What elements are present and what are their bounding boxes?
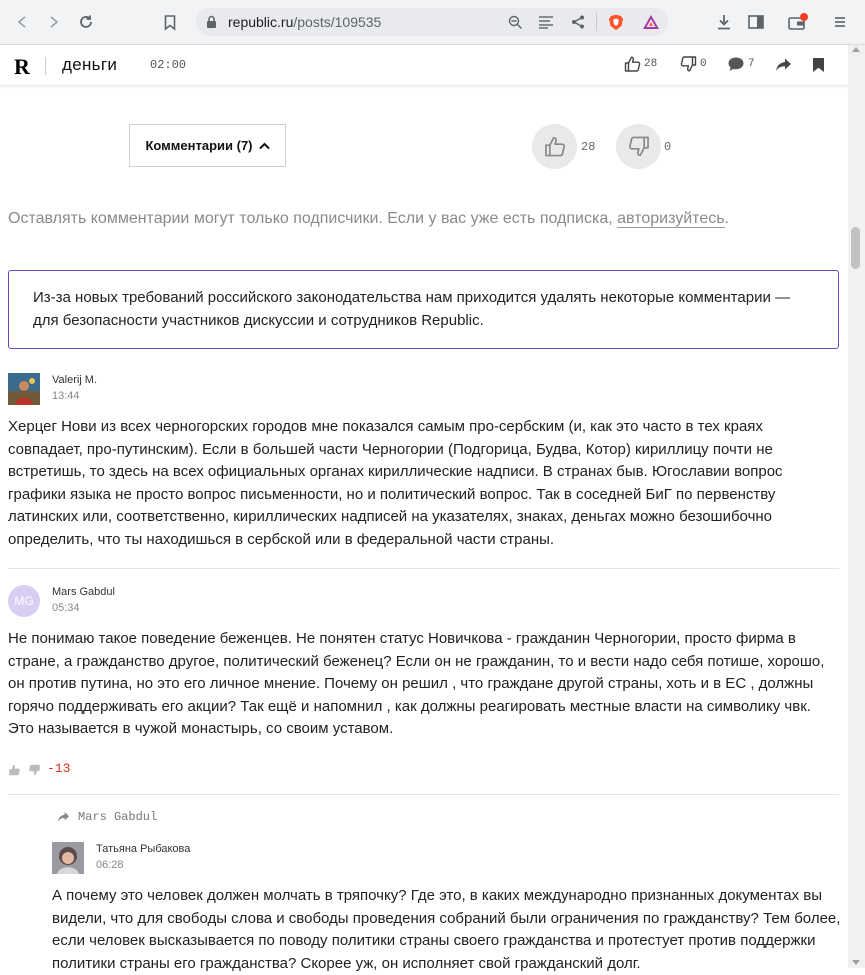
comment-time: 06:28: [96, 859, 124, 871]
comment-text: Не понимаю такое поведение беженцев. Не понятен статус Новичкова - гражданин Черногории, просто фирма в стране, а гражданство другое, политический беженец? Если он не гражданин, то и вести надо себя потише, хорошо, он против путина, но это его личное мнение. Почему он решил , что граждане другой страны, хоть и в ЕС , должны горячо поддерживать его акции? Так ещё и напомнил , как должны реагировать местные власти на символику чвк. Это называется в чужой монастырь, со своим уставом.: [8, 630, 825, 738]
moderation-notice-box: [8, 270, 839, 349]
comment-text: А почему это человек должен молчать в тряпочку? Где это, в каких международно признанных документах вы видели, что для свободы слова и свободы проведения собраний были ограничения по гражданству? Тем более, если человек высказывается по поводу политики страны своего гражданства и протестует против поддержки политики страны его гражданства? Скорее уж, он исполняет свой гражданский долг.: [52, 887, 841, 972]
page-scrollbar[interactable]: [848, 45, 865, 968]
thumbs-down-icon: [680, 56, 697, 72]
forward-icon[interactable]: [44, 12, 64, 32]
thumbs-up-icon: [624, 56, 641, 72]
comment-author[interactable]: Татьяна Рыбакова: [96, 843, 191, 855]
wallet-icon[interactable]: [786, 12, 810, 32]
url-divider: [596, 13, 597, 31]
article-likes-count: 28: [581, 140, 596, 154]
thumbs-up-icon: [544, 136, 566, 157]
share-arrow-icon[interactable]: [775, 57, 792, 78]
thumbs-up-icon: [8, 764, 21, 776]
reader-mode-icon[interactable]: [537, 14, 555, 30]
comment-divider: [8, 568, 839, 569]
reading-time: 02:00: [150, 58, 187, 72]
reply-arrow-icon: [57, 811, 70, 823]
article-dislike-button[interactable]: [616, 124, 661, 169]
scroll-down-arrow[interactable]: [852, 960, 860, 965]
sidebar-icon[interactable]: [746, 12, 766, 32]
zoom-out-icon[interactable]: [506, 14, 524, 30]
comment-author[interactable]: Mars Gabdul: [52, 586, 115, 598]
comment-author[interactable]: Valerij M.: [52, 374, 98, 386]
login-link[interactable]: авторизуйтесь: [617, 210, 725, 227]
url-host: republic.ru: [228, 14, 294, 30]
comment-icon: [727, 56, 745, 72]
address-bar[interactable]: [196, 8, 668, 36]
download-icon[interactable]: [714, 12, 734, 32]
reply-to-link[interactable]: [57, 810, 157, 824]
header-comments-button[interactable]: [727, 56, 755, 72]
notice-text: Оставлять комментарии могут только подписчики. Если у вас уже есть подписка,: [8, 210, 613, 227]
comment-divider: [8, 794, 839, 795]
site-header: [0, 45, 848, 85]
comments-toggle-button[interactable]: [129, 124, 286, 167]
thumbs-down-icon: [28, 764, 41, 776]
menu-icon[interactable]: [830, 12, 850, 32]
back-icon[interactable]: [12, 12, 32, 32]
comment-time: 13:44: [52, 390, 80, 402]
comment-score: -13: [47, 761, 71, 776]
header-dislikes-count: 0: [700, 58, 707, 70]
header-comments-count: 7: [748, 58, 755, 70]
header-divider: [45, 57, 46, 75]
comment-text: Херцег Нови из всех черногорских городов мне показался самым про-сербским (и, как это часто в тех краях совпадает, про-путинским). Если в большей части Черногории (Подгорица, Будва, Котор) кириллицу почти не встретишь, то здесь на всех официальных органах кириллические надписи. В странах быв. Югославии вопрос графики языка не просто вопрос письменности, но и политический вопрос. Так в соседней БиГ по первенству латинских или, соответственно, кириллических надписей на указателях, знаках, деньгах можно безошибочно определить, что ты находишься в сербской или в федеральной части страны.: [8, 418, 783, 548]
lock-icon[interactable]: [206, 15, 217, 34]
comment-text-clip: [52, 885, 842, 972]
rubric-title[interactable]: деньги: [62, 55, 118, 74]
chevron-up-icon: [259, 142, 270, 150]
brave-rewards-icon[interactable]: [642, 14, 660, 30]
reload-icon[interactable]: [76, 12, 96, 32]
header-like-button[interactable]: [624, 56, 657, 72]
bookmark-icon[interactable]: [160, 12, 180, 32]
url-text[interactable]: [228, 14, 381, 30]
avatar[interactable]: [52, 842, 84, 874]
article-like-button[interactable]: [532, 124, 577, 169]
share-icon[interactable]: [569, 14, 587, 30]
avatar[interactable]: [8, 373, 40, 405]
header-likes-count: 28: [644, 58, 658, 70]
reply-to-author: Mars Gabdul: [78, 810, 158, 824]
avatar-initials: MG: [14, 594, 34, 608]
article-dislikes-count: 0: [664, 140, 672, 154]
scrollbar-thumb[interactable]: [851, 227, 860, 269]
scroll-up-arrow[interactable]: [852, 47, 860, 52]
subscribers-only-notice: [8, 210, 729, 228]
site-logo[interactable]: R: [14, 54, 30, 79]
browser-toolbar: [0, 0, 865, 45]
header-dislike-button[interactable]: [680, 56, 707, 72]
avatar[interactable]: [8, 585, 40, 617]
comment-time: 05:34: [52, 602, 80, 614]
bookmark-article-icon[interactable]: [812, 57, 825, 78]
comment-dislike-button[interactable]: [28, 764, 41, 776]
thumbs-down-icon: [628, 136, 650, 157]
comments-toggle-label: Комментарии (7): [145, 138, 253, 153]
brave-shield-icon[interactable]: [607, 14, 625, 30]
moderation-notice-text: Из-за новых требований российского законодательства нам приходится удалять некоторые комментарии — для безопасности участников дискуссии и сотрудников Republic.: [33, 289, 790, 329]
notice-end: .: [724, 210, 729, 227]
url-path: /posts/109535: [293, 14, 382, 30]
comment-like-button[interactable]: [8, 764, 21, 776]
